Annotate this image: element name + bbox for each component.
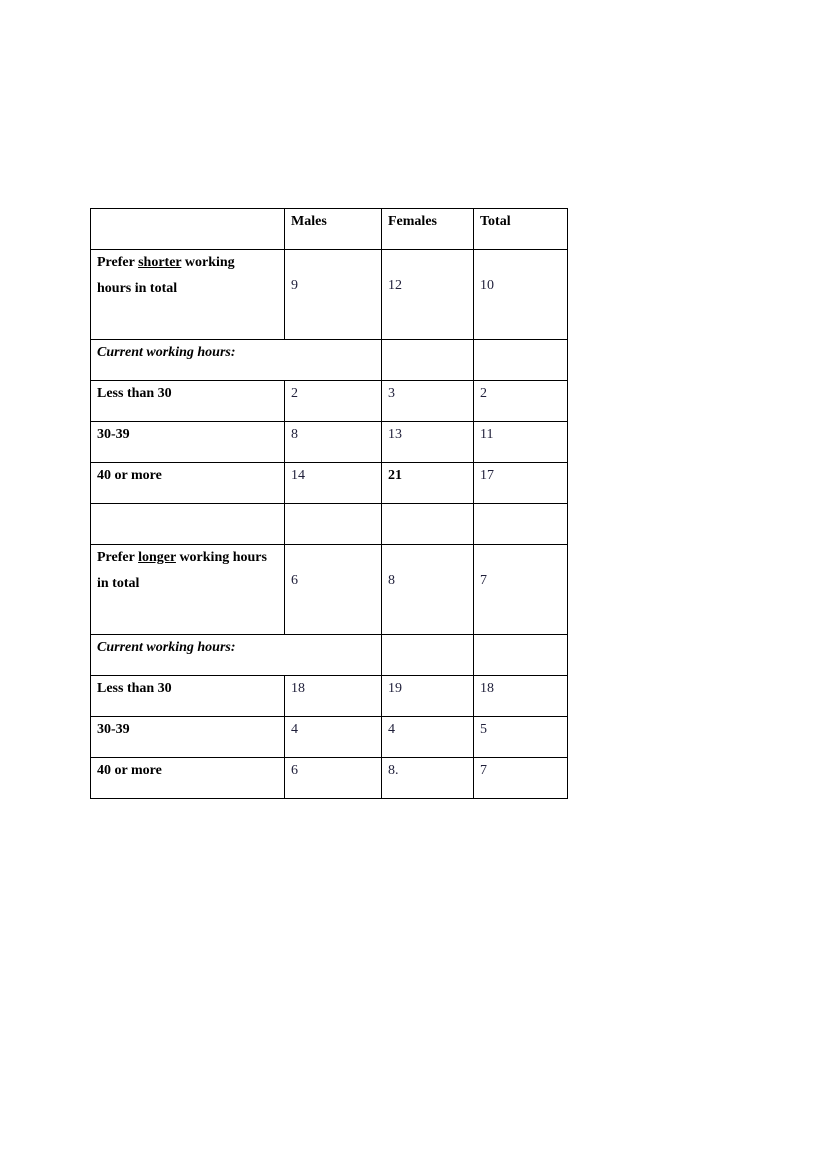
- subheading-row-1: [91, 340, 568, 381]
- row-males: 4: [285, 717, 382, 758]
- prefer-shorter-females: 12: [382, 250, 474, 340]
- row-total: 18: [474, 676, 568, 717]
- prefer-shorter-total: 10: [474, 250, 568, 340]
- prefer-shorter-males: 9: [285, 250, 382, 340]
- working-hours-table: [90, 208, 568, 799]
- subheading-blank-1a: [382, 340, 474, 381]
- row-males: 18: [285, 676, 382, 717]
- row-females: 13: [382, 422, 474, 463]
- row-males: 14: [285, 463, 382, 504]
- table-row: [91, 676, 568, 717]
- row-total: 2: [474, 381, 568, 422]
- row-males: 8: [285, 422, 382, 463]
- prefer-shorter-line1: [97, 250, 278, 276]
- row-females: 21: [382, 463, 474, 504]
- table-row: [91, 463, 568, 504]
- header-males: Males: [285, 209, 382, 250]
- prefer-longer-underlined: longer: [138, 550, 176, 565]
- blank-cell: [91, 504, 285, 545]
- subheading-current-hours-2: Current working hours:: [91, 635, 382, 676]
- row-label: 30-39: [91, 717, 285, 758]
- prefer-shorter-post: working: [181, 255, 235, 270]
- subheading-row-2: [91, 635, 568, 676]
- prefer-longer-line2: in total: [97, 576, 140, 591]
- prefer-longer-pre: Prefer: [97, 550, 139, 565]
- row-males: 2: [285, 381, 382, 422]
- prefer-shorter-pre: Prefer: [97, 255, 139, 270]
- row-label: 40 or more: [91, 758, 285, 799]
- header-blank-cell: [91, 209, 285, 250]
- prefer-shorter-row: [91, 250, 568, 340]
- row-total: 5: [474, 717, 568, 758]
- prefer-shorter-label: [91, 250, 285, 340]
- prefer-shorter-line2: hours in total: [97, 281, 178, 296]
- row-total: 17: [474, 463, 568, 504]
- subheading-blank-2a: [382, 635, 474, 676]
- row-label: Less than 30: [91, 381, 285, 422]
- subheading-blank-1b: [474, 340, 568, 381]
- row-total: 11: [474, 422, 568, 463]
- blank-cell: [474, 504, 568, 545]
- prefer-longer-line1: [97, 545, 278, 571]
- row-females: 19: [382, 676, 474, 717]
- row-females: 8.: [382, 758, 474, 799]
- prefer-longer-row: [91, 545, 568, 635]
- prefer-longer-females: 8: [382, 545, 474, 635]
- prefer-longer-total: 7: [474, 545, 568, 635]
- table-row: [91, 422, 568, 463]
- row-total: 7: [474, 758, 568, 799]
- blank-cell: [382, 504, 474, 545]
- table-row: [91, 717, 568, 758]
- row-label: Less than 30: [91, 676, 285, 717]
- header-row: [91, 209, 568, 250]
- header-total: Total: [474, 209, 568, 250]
- row-males: 6: [285, 758, 382, 799]
- row-females: 4: [382, 717, 474, 758]
- row-females: 3: [382, 381, 474, 422]
- prefer-longer-post: working hours: [175, 550, 267, 565]
- header-females: Females: [382, 209, 474, 250]
- table-row: [91, 381, 568, 422]
- subheading-current-hours-1: Current working hours:: [91, 340, 382, 381]
- table-row: [91, 758, 568, 799]
- row-label: 40 or more: [91, 463, 285, 504]
- subheading-blank-2b: [474, 635, 568, 676]
- prefer-shorter-underlined: shorter: [138, 255, 182, 270]
- row-label: 30-39: [91, 422, 285, 463]
- blank-separator-row: [91, 504, 568, 545]
- blank-cell: [285, 504, 382, 545]
- prefer-longer-males: 6: [285, 545, 382, 635]
- prefer-longer-label: [91, 545, 285, 635]
